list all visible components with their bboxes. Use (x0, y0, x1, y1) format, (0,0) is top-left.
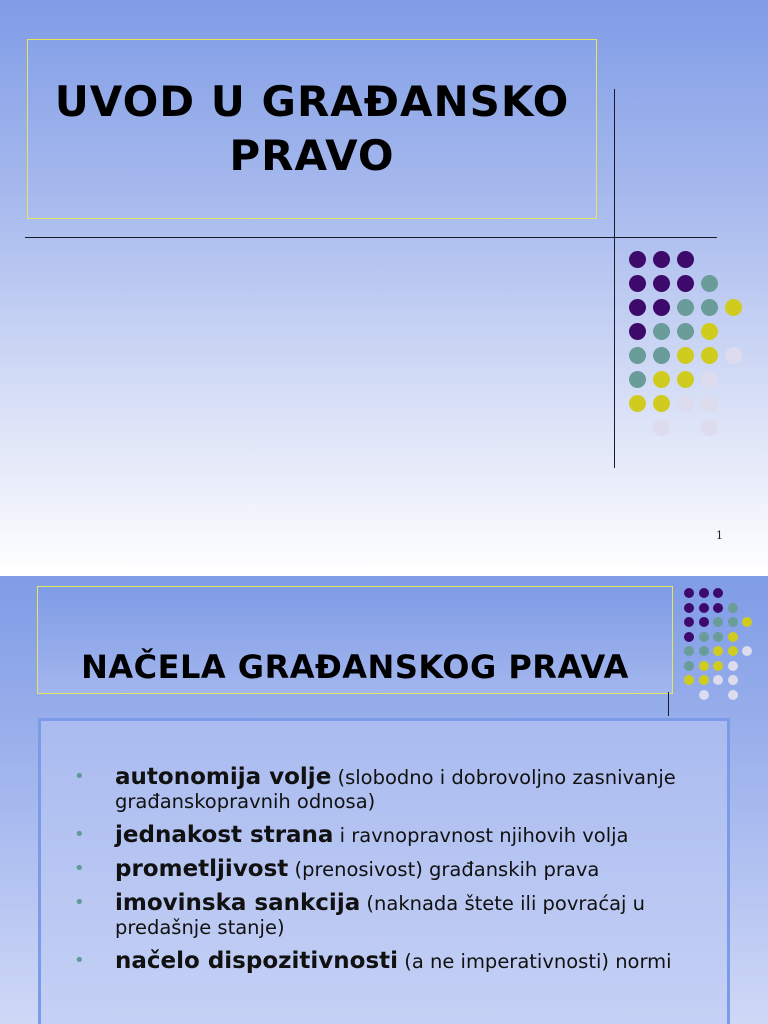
decorative-dot (684, 603, 694, 613)
decorative-dot (653, 251, 670, 268)
decorative-dot (713, 617, 723, 627)
bullet-icon: • (74, 858, 85, 879)
decorative-dot (728, 603, 738, 613)
decorative-dot (699, 588, 709, 598)
title-line-2: PRAVO (229, 131, 395, 180)
decorative-dot (684, 675, 694, 685)
list-item: • načelo dispozitivnosti (a ne imperativnosti) normi (74, 948, 672, 974)
decorative-dot (742, 646, 752, 656)
decorative-dot (728, 661, 738, 671)
vertical-rule (614, 89, 615, 468)
title-box (27, 39, 597, 219)
decorative-dot (742, 617, 752, 627)
decorative-dot (728, 690, 738, 700)
decorative-dot (701, 419, 718, 436)
decorative-dot (629, 299, 646, 316)
decorative-dot (629, 251, 646, 268)
decorative-dot (699, 632, 709, 642)
decorative-dot (684, 632, 694, 642)
decorative-dot (713, 588, 723, 598)
decorative-dot (699, 690, 709, 700)
page-number: 1 (716, 529, 723, 542)
decorative-dot (684, 588, 694, 598)
bullet-icon: • (74, 892, 85, 913)
decorative-dot (684, 617, 694, 627)
decorative-dot (699, 603, 709, 613)
decorative-dot (677, 347, 694, 364)
decorative-dot (728, 632, 738, 642)
decorative-dot (713, 675, 723, 685)
decorative-dot (629, 275, 646, 292)
decorative-dot (713, 646, 723, 656)
decorative-dot (699, 646, 709, 656)
title-line-1: UVOD U GRAĐANSKO (54, 77, 570, 126)
decorative-dot (677, 323, 694, 340)
bullet-icon: • (74, 824, 85, 845)
decorative-dot (677, 371, 694, 388)
list-item: • autonomija volje (slobodno i dobrovoljno zasnivanje građanskopravnih odnosa) (74, 764, 676, 813)
decorative-dot (684, 646, 694, 656)
bullet-icon: • (74, 766, 85, 787)
decorative-dot (629, 371, 646, 388)
decorative-dot (725, 347, 742, 364)
decorative-dot (653, 275, 670, 292)
decorative-dot (684, 661, 694, 671)
decorative-dot (701, 347, 718, 364)
decorative-dot (677, 395, 694, 412)
decorative-dot (629, 347, 646, 364)
decorative-dot (653, 347, 670, 364)
decorative-dot (728, 617, 738, 627)
title-box (37, 586, 673, 694)
decorative-dot (629, 323, 646, 340)
decorative-dot (699, 675, 709, 685)
decorative-dot (701, 275, 718, 292)
bullet-icon: • (74, 950, 85, 971)
principles-list (71, 765, 711, 983)
decorative-dot (699, 617, 709, 627)
decorative-dot (713, 661, 723, 671)
decorative-dot (728, 675, 738, 685)
vertical-rule (668, 692, 669, 716)
decorative-dot (701, 299, 718, 316)
decorative-dot (653, 299, 670, 316)
decorative-dot (677, 251, 694, 268)
decorative-dot (713, 632, 723, 642)
decorative-dot (728, 646, 738, 656)
decorative-dot (677, 275, 694, 292)
decorative-dot (653, 419, 670, 436)
decorative-dot (653, 395, 670, 412)
decorative-dot (677, 299, 694, 316)
content-slide (0, 576, 768, 1024)
decorative-dot (699, 661, 709, 671)
decorative-dot (713, 603, 723, 613)
slide-title (55, 75, 570, 183)
decorative-dot (725, 299, 742, 316)
decorative-dot (701, 395, 718, 412)
decorative-dot (701, 371, 718, 388)
list-item: • prometljivost (prenosivost) građanskih prava (74, 856, 600, 882)
list-item: • jednakost strana i ravnopravnost njihovih volja (74, 822, 629, 848)
list-item: • imovinska sankcija (naknada štete ili povraćaj u predašnje stanje) (74, 890, 646, 939)
decorative-dot (653, 323, 670, 340)
bullet-list-box (38, 718, 730, 1024)
slide-title: NAČELA GRAĐANSKOG PRAVA (81, 648, 629, 686)
decorative-dot (701, 323, 718, 340)
decorative-dot (653, 371, 670, 388)
decorative-dot (629, 395, 646, 412)
